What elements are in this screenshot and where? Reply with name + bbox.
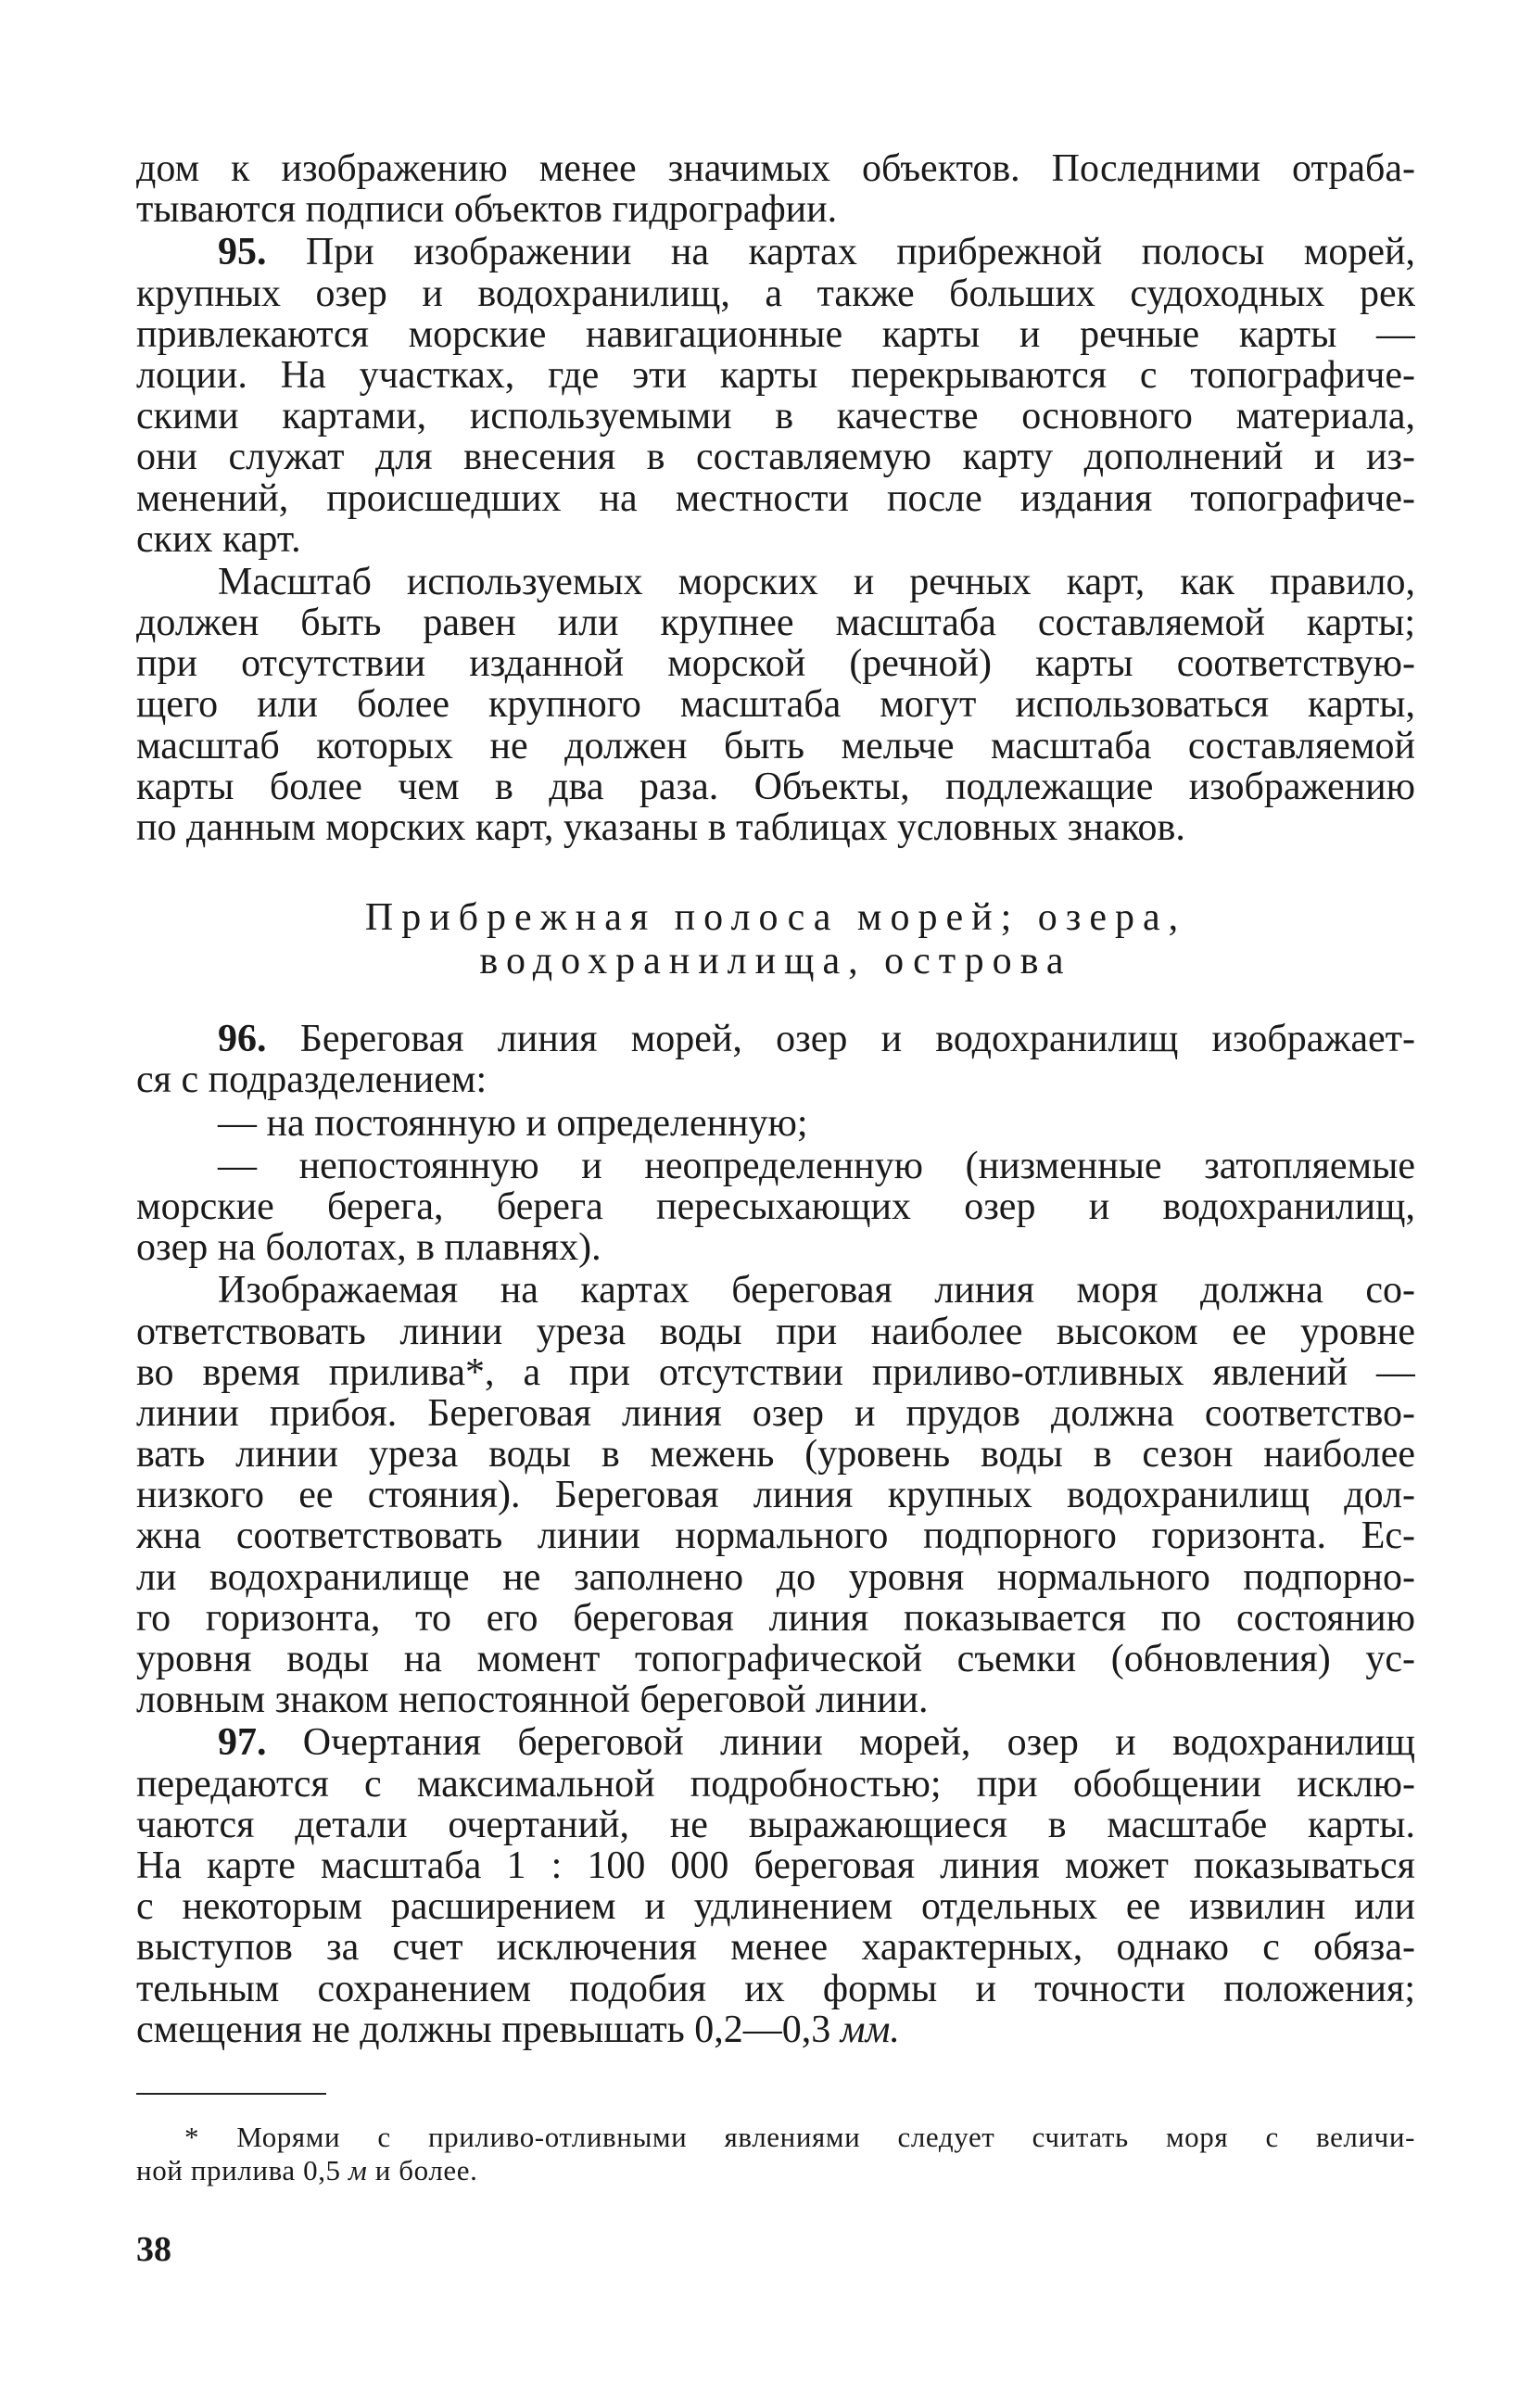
text-line: Масштаб используемых морских и речных карт, как правило, [218,561,1415,603]
text-line: морские берега, берега пересыхающих озер и водохранилищ, [136,1185,1415,1228]
text-line: вать линии уреза воды в межень (уровень воды в сезон наиболее [136,1434,1415,1476]
text-line: ловным знаком непостоянной береговой линии. [136,1679,929,1721]
text-line [136,1722,1415,1763]
unit-label: мм. [840,2009,900,2050]
text-line: передаются с максимальной подробностью; при обобщении исклю- [136,1763,1415,1805]
paragraph-number: 96. [218,1019,267,1060]
text-line: ся с подразделением: [136,1059,487,1101]
text-line: ответствовать линии уреза воды при наиболее высоком ее уровне [136,1311,1415,1352]
unit-label: м [348,2153,368,2186]
text-fragment: Береговая линия морей, озер и водохранилищ изображает- [299,1019,1415,1060]
paragraph-97 [136,1722,1415,2050]
text-line: чаются детали очертаний, не выражающиеся в масштабе карты. [136,1804,1415,1845]
text-line: скими картами, используемыми в качестве основного материала, [136,396,1415,437]
paragraph-shoreline [136,1270,1415,1720]
footnote [136,2121,1415,2187]
text-line [136,1019,1415,1059]
text-line: выступов за счет исключения менее характерных, однако с обяза- [136,1927,1415,1969]
text-line: щего или более крупного масштаба могут использоваться карты, [136,684,1415,726]
list-item [136,1146,1415,1269]
paragraph-number: 97. [218,1722,267,1764]
text-line: они служат для внесения в составляемую карту дополнений и из- [136,437,1415,478]
text-line: тываются подписи объектов гидрографии. [136,189,838,231]
text-line: линии прибоя. Береговая линия озер и прудов должна соответство- [136,1392,1415,1435]
text-line: ли водохранилище не заполнено до уровня нормального подпорно- [136,1556,1415,1598]
text-line [136,232,1415,272]
top-paragraph [136,148,1415,230]
footnote-line [136,2154,1415,2187]
text-line: менений, происшедших на местности после издания топографиче- [136,477,1415,519]
text-line: лоции. На участках, где эти карты перекрываются с топографиче- [136,354,1415,397]
text-line: карты более чем в два раза. Объекты, подлежащие изображению [136,766,1415,807]
text-line: во время прилива*, а при отсутствии приливо-отливных явлений — [136,1351,1415,1393]
text-fragment: ной прилива 0,5 [136,2153,349,2186]
heading-line: водохранилища, острова [479,940,1072,983]
paragraph-scale [136,562,1415,848]
text-line: го горизонта, то его береговая линия показывается по состоянию [136,1597,1415,1639]
text-line [136,2009,1415,2050]
paragraph-95 [136,232,1415,560]
text-line: должен быть равен или крупнее масштаба составляемой карты; [136,602,1415,644]
text-line: крупных озер и водохранилищ, а также больших судоходных рек [136,272,1415,314]
list-item [136,1103,1415,1144]
text-line: дом к изображению менее значимых объектов. Последними отраба- [136,148,1415,190]
text-line: ских карт. [136,518,301,560]
text-line: уровня воды на момент топографической съемки (обновления) ус- [136,1639,1415,1680]
text-line: озер на болотах, в плавнях). [136,1227,601,1269]
text-line: — на постоянную и определенную; [218,1102,808,1144]
text-fragment: При изображении на картах прибрежной полосы морей, [305,232,1415,273]
text-line: На карте масштаба 1 : 100 000 береговая линия может показываться [136,1844,1415,1887]
text-fragment: и более. [367,2153,478,2186]
paragraph-96 [136,1019,1415,1100]
text-line: — непостоянную и неопределенную (низменные затопляемые [218,1145,1415,1186]
footnote-divider [136,2093,326,2095]
text-line: Изображаемая на картах береговая линия моря должна со- [218,1270,1415,1312]
section-heading [136,896,1415,983]
text-fragment: смещения не должны превышать 0,2—0,3 [136,2009,841,2050]
heading-line: Прибрежная полоса морей; озера, [364,896,1187,940]
text-line: тельным сохранением подобия их формы и точности положения; [136,1968,1415,2009]
text-line: с некоторым расширением и удлинением отдельных ее извилин или [136,1886,1415,1928]
text-fragment: Очертания береговой линии морей, озер и водохранилищ [302,1722,1415,1764]
text-line: жна соответствовать линии нормального подпорного горизонта. Ес- [136,1515,1415,1557]
footnote-line: * Морями с приливо-отливными явлениями следует считать моря с величи- [184,2120,1415,2153]
text-line: при отсутствии изданной морской (речной) карты соответствую- [136,643,1415,685]
text-line: привлекаются морские навигационные карты и речные карты — [136,313,1415,355]
page-number: 38 [136,2230,171,2269]
page-body [136,148,1415,2187]
text-line: масштаб которых не должен быть мельче масштаба составляемой [136,725,1415,767]
text-line: низкого ее стояния). Береговая линия крупных водохранилищ дол- [136,1475,1415,1516]
text-line: по данным морских карт, указаны в таблицах условных знаков. [136,807,1185,849]
paragraph-number: 95. [218,232,267,273]
